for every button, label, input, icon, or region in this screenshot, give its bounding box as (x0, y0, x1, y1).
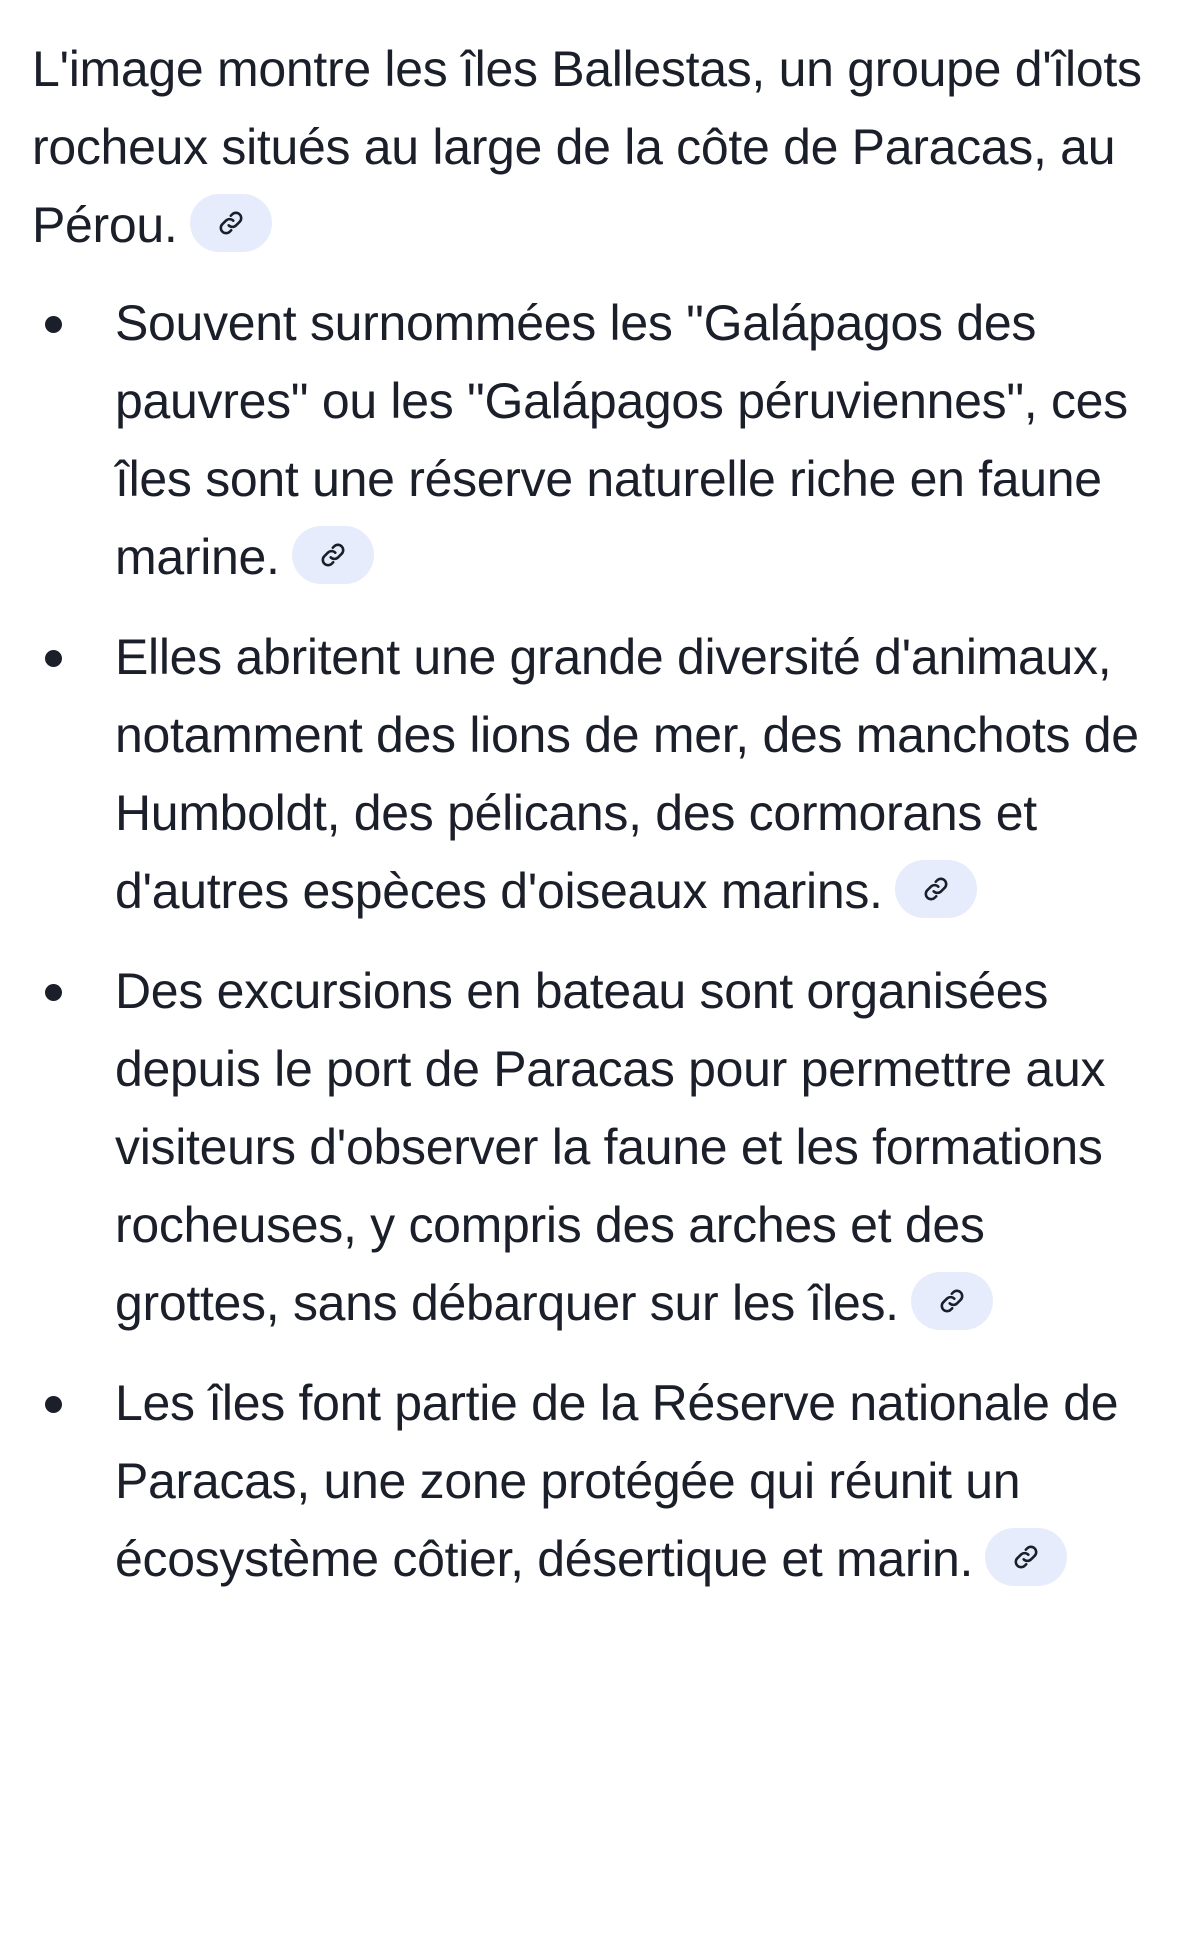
list-item-text: Elles abritent une grande diversité d'animaux, notamment des lions de mer, des manchots de Humboldt, des pélicans, des cormorans et d'autres espèces d'oiseaux marins. (115, 629, 1139, 919)
bullet-dot (45, 1396, 62, 1413)
list-item (32, 618, 1157, 930)
bullet-dot (45, 650, 62, 667)
list-item-text: Les îles font partie de la Réserve nationale de Paracas, une zone protégée qui réunit un écosystème côtier, désertique et marin. (115, 1375, 1119, 1587)
intro-paragraph (32, 30, 1157, 264)
bullet-dot (45, 984, 62, 1001)
source-link-chip[interactable] (292, 526, 374, 584)
source-link-chip[interactable] (895, 860, 977, 918)
link-icon (922, 875, 950, 903)
link-icon (938, 1287, 966, 1315)
link-icon (1012, 1543, 1040, 1571)
source-link-chip[interactable] (911, 1272, 993, 1330)
link-icon (319, 541, 347, 569)
list-item (32, 284, 1157, 596)
list-item (32, 952, 1157, 1342)
source-link-chip[interactable] (985, 1528, 1067, 1586)
list-item (32, 1364, 1157, 1598)
source-link-chip[interactable] (190, 194, 272, 252)
link-icon (217, 209, 245, 237)
bullet-dot (45, 316, 62, 333)
bullet-list (32, 284, 1157, 1598)
intro-text: L'image montre les îles Ballestas, un groupe d'îlots rocheux situés au large de la côte de Paracas, au Pérou. (32, 41, 1142, 253)
list-item-text: Des excursions en bateau sont organisées depuis le port de Paracas pour permettre aux visiteurs d'observer la faune et les formations rocheuses, y compris des arches et des grottes, sans débarquer sur les îles. (115, 963, 1106, 1331)
list-item-text: Souvent surnommées les "Galápagos des pauvres" ou les "Galápagos péruviennes", ces îles sont une réserve naturelle riche en faune marine. (115, 295, 1128, 585)
